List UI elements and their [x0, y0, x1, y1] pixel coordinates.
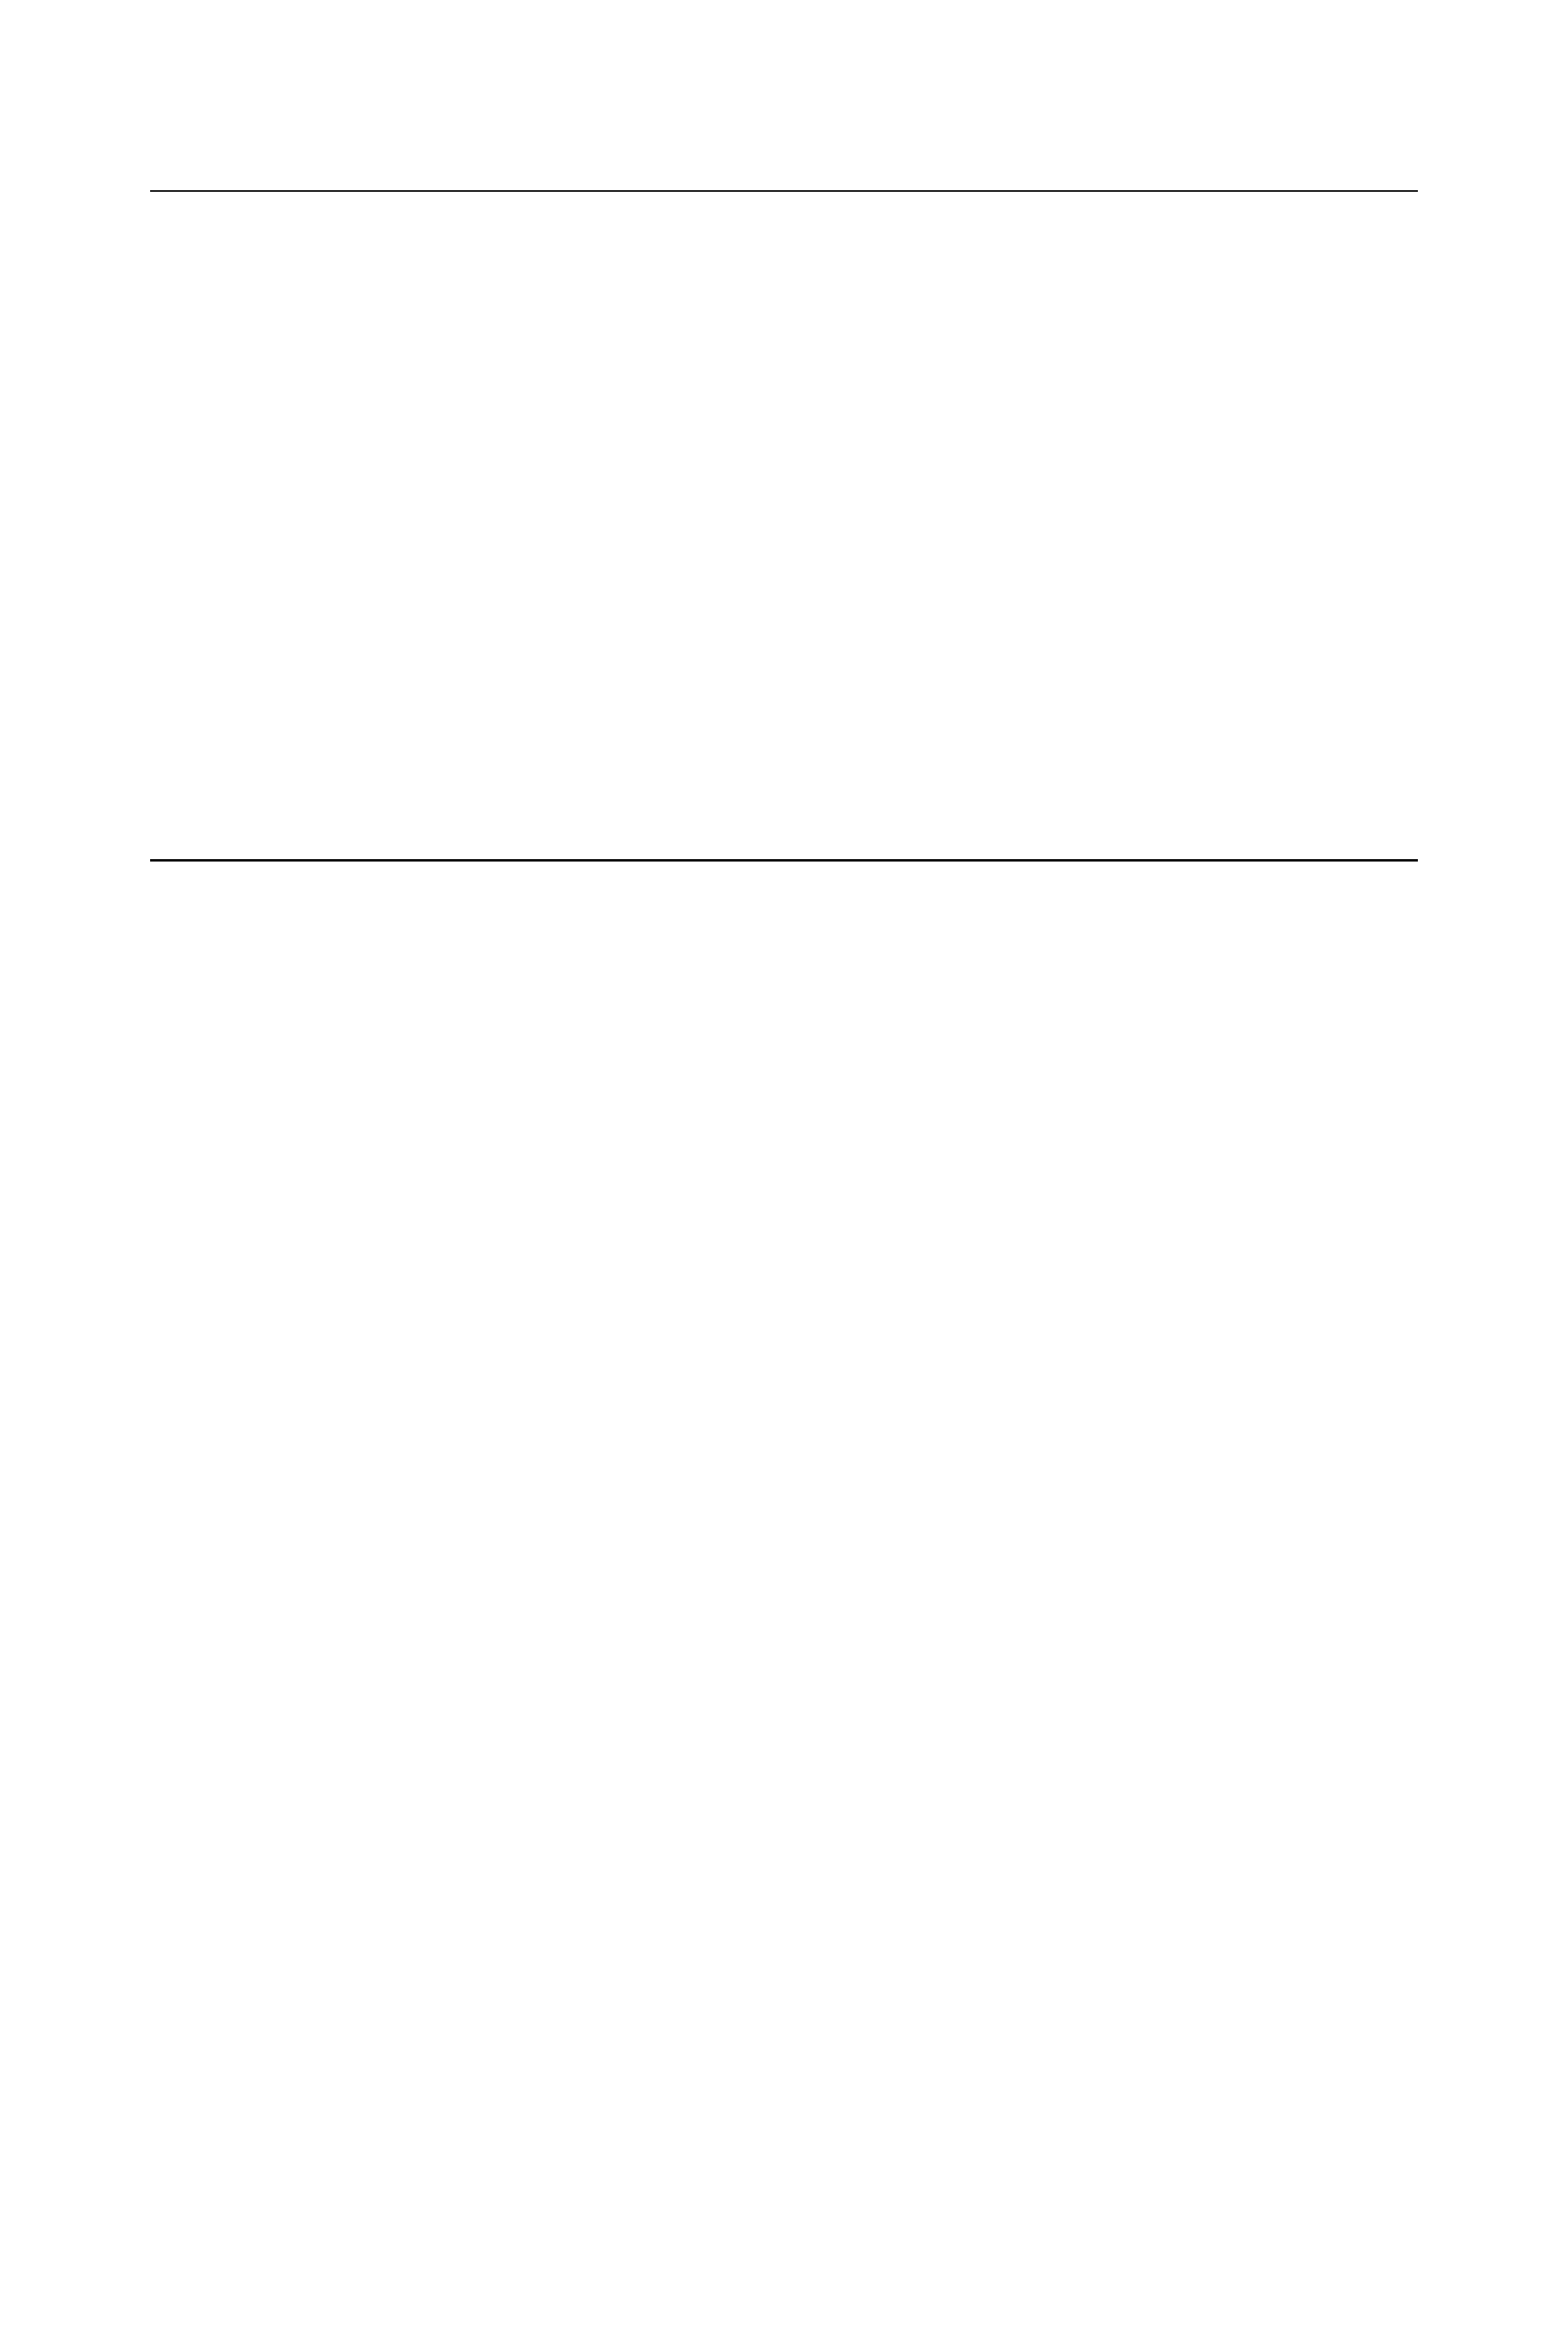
commentary-paragraph	[150, 965, 1418, 1024]
commentary	[150, 884, 1418, 2185]
watermark	[959, 2185, 1426, 2227]
footnote-separator	[150, 859, 1418, 862]
running-header	[150, 125, 1418, 192]
commentary-paragraph	[150, 1046, 1418, 1105]
commentary-paragraph	[150, 884, 1418, 943]
main-text	[150, 217, 1418, 801]
